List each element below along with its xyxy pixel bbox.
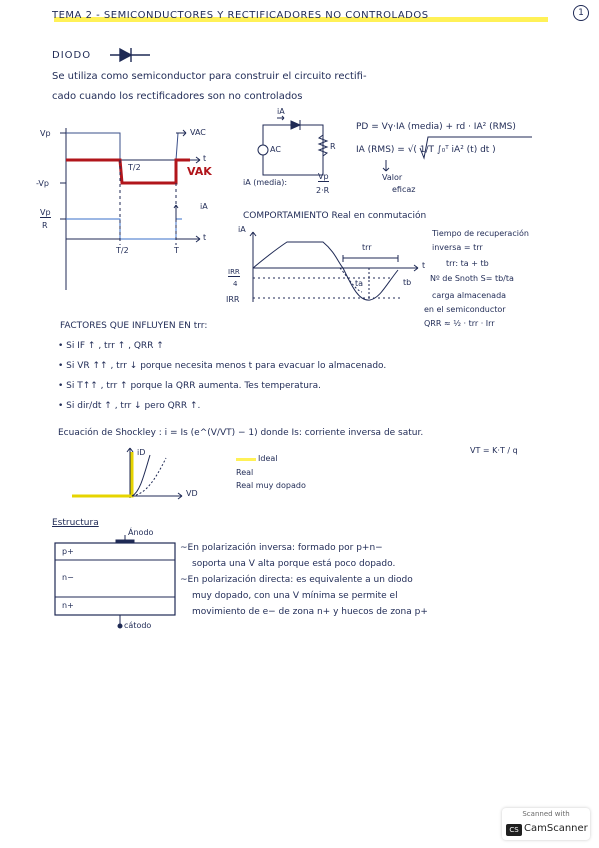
t-axis-label: t bbox=[203, 154, 207, 163]
vp-label: Vp bbox=[40, 129, 51, 138]
factor-item: • Si VR ↑↑ , trr ↓ porque necesita menos t para evacuar lo almacenado. bbox=[58, 361, 387, 371]
circuit-r: R bbox=[330, 142, 336, 151]
p-plus-label: p+ bbox=[62, 547, 74, 556]
ia-media-den: 2·R bbox=[316, 186, 330, 195]
tb-label: tb bbox=[403, 278, 412, 287]
structure-desc-5: movimiento de e− de zona n+ y huecos de zona p+ bbox=[192, 607, 428, 617]
switching-note-1: Tiempo de recuperación bbox=[432, 229, 529, 238]
vt-formula: VT = K·T / q bbox=[470, 446, 518, 455]
legend-real-doped: Real muy dopado bbox=[236, 481, 306, 490]
page-number: 1 bbox=[573, 5, 589, 21]
anode-label: Ánodo bbox=[128, 528, 154, 537]
neg-vp-label: -Vp bbox=[36, 179, 49, 188]
irr-label: IRR bbox=[226, 295, 240, 304]
diode-heading: DIODO bbox=[52, 50, 92, 61]
circuit-ac: AC bbox=[270, 145, 281, 154]
switching-note-5: carga almacenada bbox=[432, 291, 507, 300]
T-label: T bbox=[174, 246, 179, 255]
switching-note-2: inversa = trr bbox=[432, 243, 483, 252]
ia-label: iA bbox=[200, 202, 208, 211]
switching-heading: COMPORTAMIENTO Real en conmutación bbox=[243, 211, 427, 221]
diode-symbol-icon bbox=[110, 48, 150, 62]
legend-ideal: Ideal bbox=[258, 454, 278, 463]
factor-item: • Si T↑↑ , trr ↑ porque la QRR aumenta. Tes temperatura. bbox=[58, 381, 321, 391]
t-axis-label-2: t bbox=[203, 233, 207, 242]
structure-desc-2: soporta una V alta porque está poco dopado. bbox=[192, 559, 396, 569]
shockley-graph bbox=[72, 448, 182, 499]
ta-label: ta bbox=[355, 279, 364, 288]
n-plus-label: n+ bbox=[62, 601, 74, 610]
rms-formula: IA (RMS) = √( 1/T ∫₀ᵀ iA² (t) dt ) bbox=[356, 145, 496, 155]
voltage-waveform bbox=[60, 128, 200, 290]
ia-media-num: Vp bbox=[318, 172, 329, 181]
current-waveform bbox=[60, 160, 200, 290]
structure-heading: Estructura bbox=[52, 518, 99, 528]
legend-real: Real bbox=[236, 468, 254, 477]
t-half-label: T/2 bbox=[128, 163, 141, 172]
shockley-id: iD bbox=[137, 448, 146, 457]
diode-intro-line-2: cado cuando los rectificadores son no controlados bbox=[52, 91, 303, 102]
camscanner-badge bbox=[502, 808, 590, 840]
switching-note-3: trr: ta + tb bbox=[446, 259, 489, 268]
badge-scanned-with: Scanned with bbox=[522, 810, 570, 818]
structure-desc-3: ~En polarización directa: es equivalente a un diodo bbox=[180, 575, 413, 585]
shockley-equation: Ecuación de Shockley : i = Is (e^(V/VT) − 1) donde Is: corriente inversa de satur. bbox=[58, 428, 424, 438]
switching-t: t bbox=[422, 261, 426, 270]
switching-note-7: QRR ≈ ½ · trr · Irr bbox=[424, 319, 495, 328]
shockley-vd: VD bbox=[186, 489, 198, 498]
badge-app-name: CamScanner bbox=[524, 823, 588, 834]
ia-media-label: iA (media): bbox=[243, 178, 288, 187]
circuit-ia: iA bbox=[277, 107, 285, 116]
camscanner-logo-icon: CS bbox=[506, 824, 522, 836]
power-formula: PD = Vγ·IA (media) + rd · IA² (RMS) bbox=[356, 122, 516, 132]
valor-label: Valor bbox=[382, 173, 403, 182]
cathode-label: cátodo bbox=[124, 621, 152, 630]
page-title: TEMA 2 - SEMICONDUCTORES Y RECTIFICADORES NO CONTROLADOS bbox=[52, 10, 429, 21]
switching-graph bbox=[250, 232, 418, 302]
rectifier-circuit bbox=[258, 116, 327, 175]
switching-note-6: en el semiconductor bbox=[424, 305, 506, 314]
structure-desc-4: muy dopado, con una V mínima se permite el bbox=[192, 591, 398, 601]
irr4-num: IRR bbox=[228, 268, 240, 276]
vp-over-r-num: Vp bbox=[40, 208, 51, 217]
diode-intro-line-1: Se utiliza como semiconductor para construir el circuito rectifi- bbox=[52, 71, 367, 82]
factor-item: • Si dir/dt ↑ , trr ↓ pero QRR ↑. bbox=[58, 401, 201, 411]
t2-label: T/2 bbox=[116, 246, 129, 255]
trr-label: trr bbox=[362, 243, 372, 252]
vak-label: VAK bbox=[187, 165, 212, 178]
vac-label: VAC bbox=[190, 128, 206, 137]
n-minus-label: n− bbox=[62, 573, 74, 582]
switching-note-4: Nº de Snoth S= tb/ta bbox=[430, 274, 514, 283]
structure-desc-1: ~En polarización inversa: formado por p+n− bbox=[180, 543, 383, 553]
irr4-den: 4 bbox=[233, 280, 238, 288]
vp-over-r-den: R bbox=[42, 221, 48, 230]
switching-ia: iA bbox=[238, 225, 246, 234]
factors-heading: FACTORES QUE INFLUYEN EN trr: bbox=[60, 321, 208, 331]
eficaz-label: eficaz bbox=[392, 185, 416, 194]
factor-item: • Si IF ↑ , trr ↑ , QRR ↑ bbox=[58, 341, 164, 351]
